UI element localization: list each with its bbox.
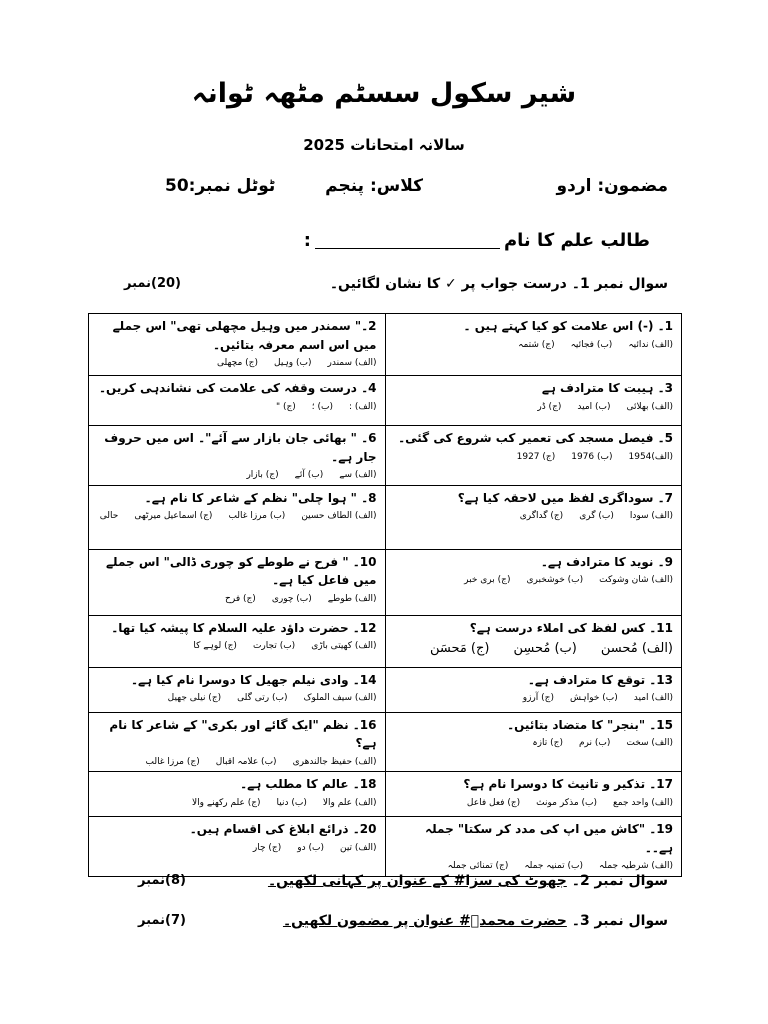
answer-option[interactable]: (ج) 1927: [516, 451, 556, 462]
answer-option[interactable]: (ج) ": [275, 401, 296, 412]
answer-option[interactable]: (الف) سودا: [629, 511, 673, 522]
total-marks-label: ٹوٹل نمبر:50: [165, 176, 276, 196]
answer-option[interactable]: (ب) ؛: [311, 401, 334, 412]
question-row: [89, 485, 682, 549]
answer-option[interactable]: (ج) بازار: [246, 470, 279, 481]
answer-option[interactable]: (ب) دنیا: [276, 797, 307, 808]
question-row: [89, 426, 682, 486]
section1-marks: (20)نمبر: [124, 276, 181, 291]
answer-option[interactable]: (ب) علامہ اقبال: [215, 756, 277, 767]
student-name-label: طالب علم کا نام: [503, 230, 650, 251]
question-cell-left: [89, 485, 386, 549]
question-text: 19۔ "کاش میں اپ کی مدد کر سکتا" جملہ ہے۔۔: [425, 822, 673, 855]
answer-option[interactable]: (ب) امید: [577, 401, 611, 412]
answer-option[interactable]: (ج) چار: [252, 842, 282, 853]
answer-option[interactable]: (الف) واحد جمع: [613, 797, 673, 808]
options-row: [394, 639, 674, 660]
question-cell-left: [89, 772, 386, 817]
question-cell-left: [89, 549, 386, 615]
question-text: 5۔ فیصل مسجد کی تعمیر کب شروع کی گئی۔: [398, 431, 673, 445]
answer-option[interactable]: (ج) علم رکھنے والا: [192, 797, 261, 808]
question-cell-right: [385, 376, 682, 426]
question-text: 17۔ تذکیر و تانیث کا دوسرا نام ہے؟: [463, 777, 673, 792]
question-text: 18۔ عالم کا مطلب ہے۔: [240, 777, 377, 792]
question-row: [89, 667, 682, 712]
answer-option[interactable]: (ب) مُحسِن: [513, 641, 577, 657]
answer-option[interactable]: (ب) مذکر مونث: [536, 797, 597, 808]
question-text: 7۔ سوداگری لفظ میں لاحقہ کیا ہے؟: [457, 490, 673, 505]
answer-option[interactable]: (ب) گری: [579, 511, 614, 522]
answer-option[interactable]: (ب) وہیل: [274, 358, 312, 369]
answer-option[interactable]: (الف) علم والا: [322, 797, 377, 808]
subject-label: مضمون: اردو: [556, 176, 668, 196]
question-cell-right: [385, 667, 682, 712]
answer-option[interactable]: (الف) :: [349, 401, 377, 412]
answer-option[interactable]: (ج) تمنائی جملہ: [447, 861, 509, 872]
question-text: 11۔ کس لفظ کی املاء درست ہے؟: [469, 620, 673, 635]
answer-option[interactable]: حالی: [99, 511, 119, 522]
answer-option[interactable]: (ب) 1976: [571, 451, 613, 462]
question-text: 8۔ " ہوا چلی" نظم کے شاعر کا نام ہے۔: [144, 490, 377, 505]
answer-option[interactable]: (الف) ندائیہ: [628, 339, 673, 350]
answer-option[interactable]: (ج) نیلی جھیل: [167, 693, 222, 704]
options-row: [97, 691, 377, 705]
question-text: 14۔ وادی نیلم جھیل کا دوسرا نام کیا ہے۔: [130, 672, 377, 687]
answer-option[interactable]: (ج) مَحسَن: [429, 641, 490, 657]
mcq-table: [88, 313, 682, 877]
section3-label: سوال نمبر 3۔: [571, 913, 668, 929]
question-row: [89, 772, 682, 817]
question-cell-left: [89, 817, 386, 877]
question-text: 20۔ ذرائع ابلاغ کی اقسام ہیں۔: [189, 822, 377, 837]
options-row: [97, 509, 377, 523]
options-row: [394, 859, 674, 873]
question-text: 10۔ " فرح نے طوطے کو چوری ڈالی" اس جملے میں فاعل کیا ہے۔: [106, 554, 377, 588]
answer-option[interactable]: (الف) سے: [339, 470, 377, 481]
section3-heading: [283, 913, 668, 929]
section3-text: حضرت محمدؐ# عنوان پر مضمون لکھیں۔: [282, 913, 567, 929]
question-cell-right: [385, 615, 682, 667]
question-cell-left: [89, 314, 386, 376]
question-text: 4۔ درست وقفہ کی علامت کی نشاندہی کریں۔: [99, 381, 377, 395]
section2-marks: (8)نمبر: [138, 873, 186, 888]
answer-option[interactable]: (الف) سخت: [626, 738, 673, 749]
question-cell-left: [89, 712, 386, 772]
answer-option[interactable]: (ب) مرزا غالب: [228, 511, 286, 522]
question-row: [89, 817, 682, 877]
question-row: [89, 712, 682, 772]
student-name-row: [304, 230, 650, 251]
answer-option[interactable]: (الف) امید: [633, 693, 673, 704]
question-text: 12۔ حضرت داؤد علیہ السلام کا پیشہ کیا تھا۔: [111, 620, 377, 635]
question-cell-left: [89, 426, 386, 486]
answer-option[interactable]: (ج) تازہ: [532, 738, 563, 749]
options-row: [394, 796, 674, 810]
answer-option[interactable]: (الف) کھیتی باڑی: [311, 641, 377, 652]
options-row: [394, 736, 674, 750]
question-text: 1۔ (-) اس علامت کو کیا کہتے ہیں ۔: [463, 319, 673, 333]
school-title: شیر سکول سسٹم مٹھہ ٹوانہ: [191, 78, 577, 109]
question-text: 15۔ "بنجر" کا متضاد بتائیں۔: [507, 717, 673, 732]
answer-option[interactable]: (ج) فرح: [225, 593, 256, 604]
answer-option[interactable]: (الف) حفیظ جالندھری: [292, 756, 377, 767]
answer-option[interactable]: (ب) خوشخبری: [526, 575, 584, 586]
answer-option[interactable]: (ب) آئے: [294, 470, 324, 481]
question-text: 16۔ نظم "ایک گائے اور بکری" کے شاعر کا نام ہے؟: [109, 717, 377, 751]
question-cell-left: [89, 615, 386, 667]
options-row: [394, 691, 674, 705]
question-cell-left: [89, 376, 386, 426]
question-cell-right: [385, 817, 682, 877]
answer-option[interactable]: (ج) شتمہ: [518, 339, 555, 350]
answer-option[interactable]: (ب) چوری: [271, 593, 312, 604]
answer-option[interactable]: (الف) شرطیہ جملہ: [599, 861, 673, 872]
answer-option[interactable]: (ب) نرم: [578, 738, 611, 749]
question-text: 6۔ " بھائی جان بازار سے آئے"۔ اس میں حروف جار ہے۔: [104, 431, 377, 464]
answer-option[interactable]: (ج) بری خبر: [464, 575, 511, 586]
options-row: [394, 400, 674, 414]
section1-heading: سوال نمبر 1۔ درست جواب پر ✓ کا نشان لگائیں۔: [329, 276, 668, 292]
options-row: [97, 400, 377, 414]
answer-option[interactable]: (الف) سمندر: [327, 358, 377, 369]
question-row: [89, 376, 682, 426]
section2-text: جھوٹ کی سزا# کے عنوان پر کہانی لکھیں۔: [267, 873, 567, 889]
question-cell-right: [385, 426, 682, 486]
options-row: [97, 592, 377, 606]
answer-option[interactable]: (ب) دو: [297, 842, 324, 853]
question-row: [89, 549, 682, 615]
section2-label: سوال نمبر 2۔: [571, 873, 668, 889]
answer-option[interactable]: (ب) خواہش: [569, 693, 618, 704]
answer-option[interactable]: (الف) شان وشوکت: [599, 575, 673, 586]
options-row: [97, 755, 377, 769]
question-text: 3۔ ہیبت کا مترادف ہے: [541, 381, 673, 395]
question-text: 13۔ توقع کا مترادف ہے۔: [527, 672, 673, 687]
answer-option[interactable]: (الف) مُحسن: [600, 641, 673, 657]
section3-marks: (7)نمبر: [138, 913, 186, 928]
student-name-colon: :: [303, 230, 311, 251]
options-row: [97, 796, 377, 810]
student-name-line[interactable]: [315, 234, 500, 249]
answer-option[interactable]: (ج) آرزو: [522, 693, 554, 704]
answer-option[interactable]: (ج) فعل فاعل: [466, 797, 521, 808]
answer-option[interactable]: (ج) ڈر: [537, 401, 562, 412]
options-row: [97, 468, 377, 482]
answer-option[interactable]: (الف) تین: [339, 842, 377, 853]
answer-option[interactable]: (الف) سیف الملوک: [303, 693, 377, 704]
question-text: 9۔ نوید کا مترادف ہے۔: [540, 554, 673, 569]
answer-option[interactable]: (ب) فجائیہ: [570, 339, 613, 350]
answer-option[interactable]: (الف)1954: [628, 451, 673, 462]
options-row: [97, 841, 377, 855]
answer-option[interactable]: (ب) رتی گلی: [237, 693, 288, 704]
options-row: [394, 509, 674, 523]
question-cell-left: [89, 667, 386, 712]
options-row: [97, 356, 377, 370]
answer-option[interactable]: (الف) بھلائی: [626, 401, 673, 412]
options-row: [394, 450, 674, 464]
question-cell-right: [385, 485, 682, 549]
answer-option[interactable]: (ج) لوہے کا: [193, 641, 237, 652]
answer-option[interactable]: (ج) اسماعیل میرٹھی: [134, 511, 213, 522]
options-row: [394, 573, 674, 587]
exam-title: سالانہ امتحانات 2025: [303, 136, 465, 154]
question-text: 2۔" سمندر میں وہیل مچھلی تھی" اس جملے میں اس اسم معرفہ بتائیں۔: [112, 319, 377, 352]
question-cell-right: [385, 712, 682, 772]
question-row: [89, 314, 682, 376]
options-row: [394, 338, 674, 352]
question-cell-right: [385, 314, 682, 376]
answer-option[interactable]: (ج) مچھلی: [217, 358, 258, 369]
class-label: کلاس: پنجم: [325, 176, 423, 196]
section2-heading: [268, 873, 668, 889]
question-row: [89, 615, 682, 667]
answer-option[interactable]: (الف) طوطے: [327, 593, 377, 604]
question-cell-right: [385, 549, 682, 615]
answer-option[interactable]: (الف) الطاف حسین: [301, 511, 377, 522]
answer-option[interactable]: (ب) تجارت: [252, 641, 296, 652]
answer-option[interactable]: (ج) گداگری: [519, 511, 564, 522]
answer-option[interactable]: (ب) تمنیہ جملہ: [524, 861, 584, 872]
options-row: [97, 639, 377, 653]
answer-option[interactable]: (ج) مرزا غالب: [145, 756, 200, 767]
question-cell-right: [385, 772, 682, 817]
